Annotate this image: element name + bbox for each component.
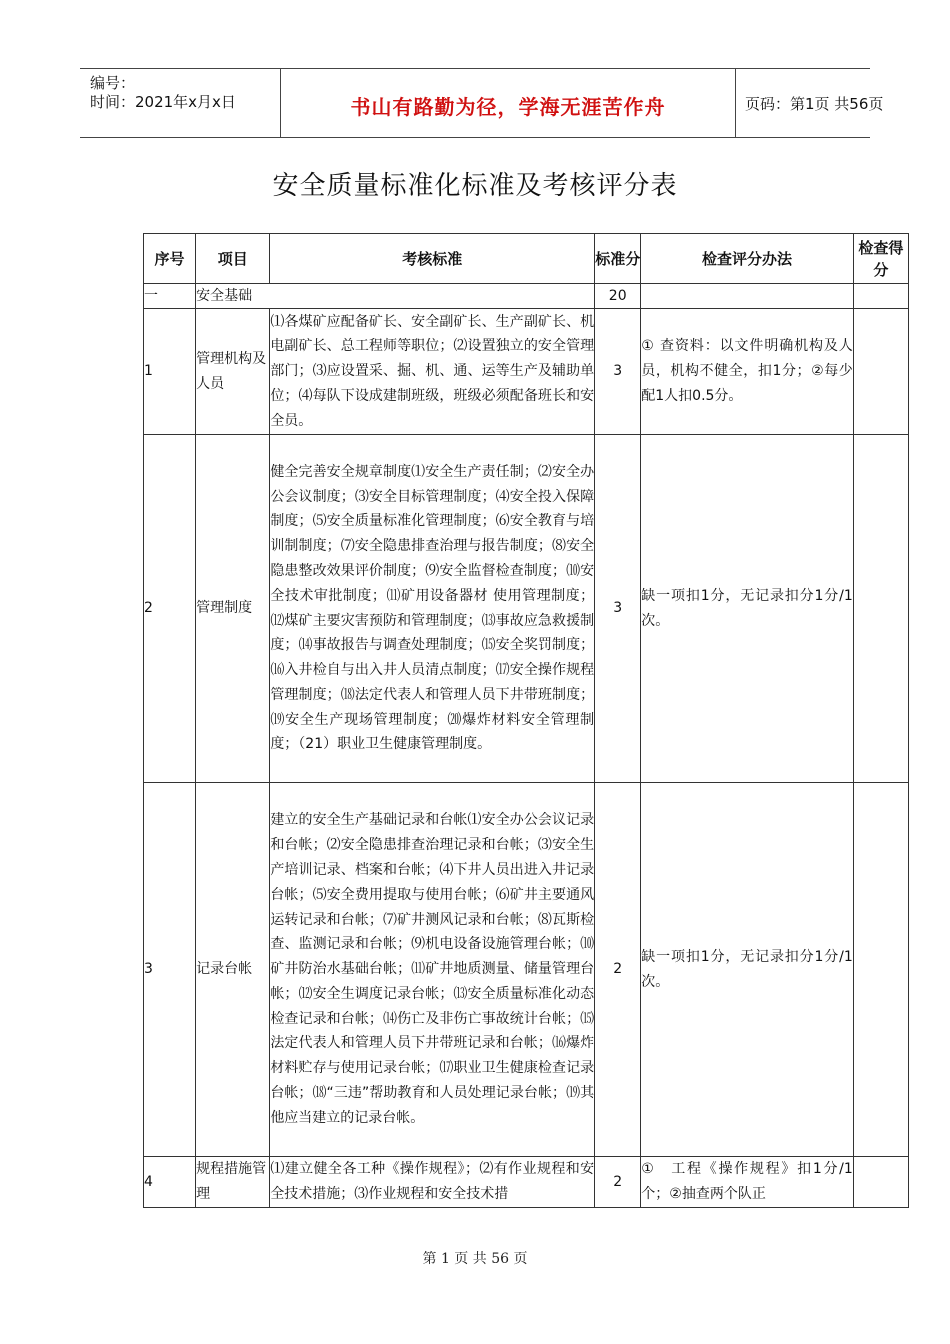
row-got <box>853 783 908 1157</box>
row-got <box>853 309 908 435</box>
header-page-info: 页码：第1页 共56页 <box>745 95 884 113</box>
row-got <box>853 435 908 783</box>
page-footer: 第 1 页 共 56 页 <box>422 1251 528 1267</box>
row-standard: ⑴建立健全各工种《操作规程》；⑵有作业规程和安全技术措施；⑶作业规程和安全技术措 <box>270 1161 595 1202</box>
row-item: 管理制度 <box>196 435 270 783</box>
header-motto-cell <box>280 69 736 137</box>
table-row <box>144 309 909 435</box>
section-score: 20 <box>595 284 641 309</box>
row-no: 4 <box>144 1157 196 1208</box>
row-no: 1 <box>144 309 196 435</box>
row-item: 管理机构及人员 <box>196 309 270 435</box>
section-got <box>853 284 908 309</box>
header-no: 序号 <box>144 234 196 284</box>
row-method: ① 工程《操作规程》扣1分/1个；②抽查两个队正 <box>641 1161 853 1202</box>
row-score: 3 <box>595 309 641 435</box>
document-number-label: 编号： <box>90 74 136 92</box>
header-got: 检查得分 <box>853 234 908 284</box>
row-method: 缺一项扣1分，无记录扣分1分/1次。 <box>641 435 854 783</box>
row-item: 规程措施管理 <box>196 1157 270 1208</box>
header-standard: 考核标准 <box>270 234 595 284</box>
section-no: 一 <box>144 284 196 309</box>
row-score: 2 <box>595 1157 641 1208</box>
row-no: 2 <box>144 435 196 783</box>
section-item: 安全基础 <box>196 284 595 309</box>
section-method <box>641 284 854 309</box>
table-row <box>144 435 909 783</box>
row-score: 2 <box>595 783 641 1157</box>
header-info-cell <box>80 69 280 137</box>
header-score: 标准分 <box>595 234 641 284</box>
row-method: ① 查资料：以文件明确机构及人员，机构不健全，扣1分；②每少配1人扣0.5分。 <box>641 309 854 435</box>
row-got <box>853 1157 908 1208</box>
row-no: 3 <box>144 783 196 1157</box>
row-standard: 建立的安全生产基础记录和台帐⑴安全办公会议记录和台帐；⑵安全隐患排查治理记录和台帐；⑶安全生产培训记录、档案和台帐；⑷下井人员出进入井记录台帐；⑸安全费用提取与使用台帐；⑹矿井主要通风运转记录和台帐；⑺矿井测风记录和台帐；⑻瓦斯检查、监测记录和台帐；⑼机电设备设施管理台帐；⑽矿井防治水基础台帐；⑾矿井地质测量、储量管理台帐；⑿安全生调度记录台帐；⒀安全质量标准化动态检查记录和台帐；⒁伤亡及非伤亡事故统计台帐；⒂法定代表人和管理人员下井带班记录和台帐；⒃爆炸材料贮存与使用记录台帐；⒄职业卫生健康检查记录台帐；⒅“三违”帮助教育和人员处理记录台帐；⒆其他应当建立的记录台帐。 <box>270 783 595 1157</box>
row-method: 缺一项扣1分，无记录扣分1分/1次。 <box>641 783 854 1157</box>
header-method: 检查评分办法 <box>641 234 854 284</box>
header-item: 项目 <box>196 234 270 284</box>
document-time-label: 时间：2021年x月x日 <box>90 93 236 111</box>
assessment-table <box>143 233 909 1208</box>
row-standard: ⑴各煤矿应配备矿长、安全副矿长、生产副矿长、机电副矿长、总工程师等职位；⑵设置独立的安全管理部门；⑶应设置采、掘、机、通、运等生产及辅助单位；⑷每队下设成建制班级，班级必须配备班长和安全员。 <box>270 309 595 435</box>
table-row <box>144 783 909 1157</box>
table-header-row <box>144 234 909 284</box>
header-page-cell <box>735 69 884 137</box>
page-title: 安全质量标准化标准及考核评分表 <box>272 171 678 201</box>
row-item: 记录台帐 <box>196 783 270 1157</box>
header-motto: 书山有路勤为径，学海无涯苦作舟 <box>350 95 666 119</box>
section-row <box>144 284 909 309</box>
row-standard: 健全完善安全规章制度⑴安全生产责任制；⑵安全办公会议制度；⑶安全目标管理制度；⑷安全投入保障制度；⑸安全质量标准化管理制度；⑹安全教育与培训制制度；⑺安全隐患排查治理与报告制度；⑻安全隐患整改效果评价制度；⑼安全监督检查制度；⑽安全技术审批制度；⑾矿用设备器材 使用管理制度；⑿煤矿主要灾害预防和管理制度；⒀事故应急救援制度；⒁事故报告与调查处理制度；⒂安全奖罚制度；⒃入井检自与出入井人员清点制度；⒄安全操作规程管理制度；⒅法定代表人和管理人员下井带班制度；⒆安全生产现场管理制度；⒇爆炸材料安全管理制度；（21）职业卫生健康管理制度。 <box>270 435 595 783</box>
document-header <box>80 68 884 138</box>
table-row <box>144 1157 909 1208</box>
row-score: 3 <box>595 435 641 783</box>
